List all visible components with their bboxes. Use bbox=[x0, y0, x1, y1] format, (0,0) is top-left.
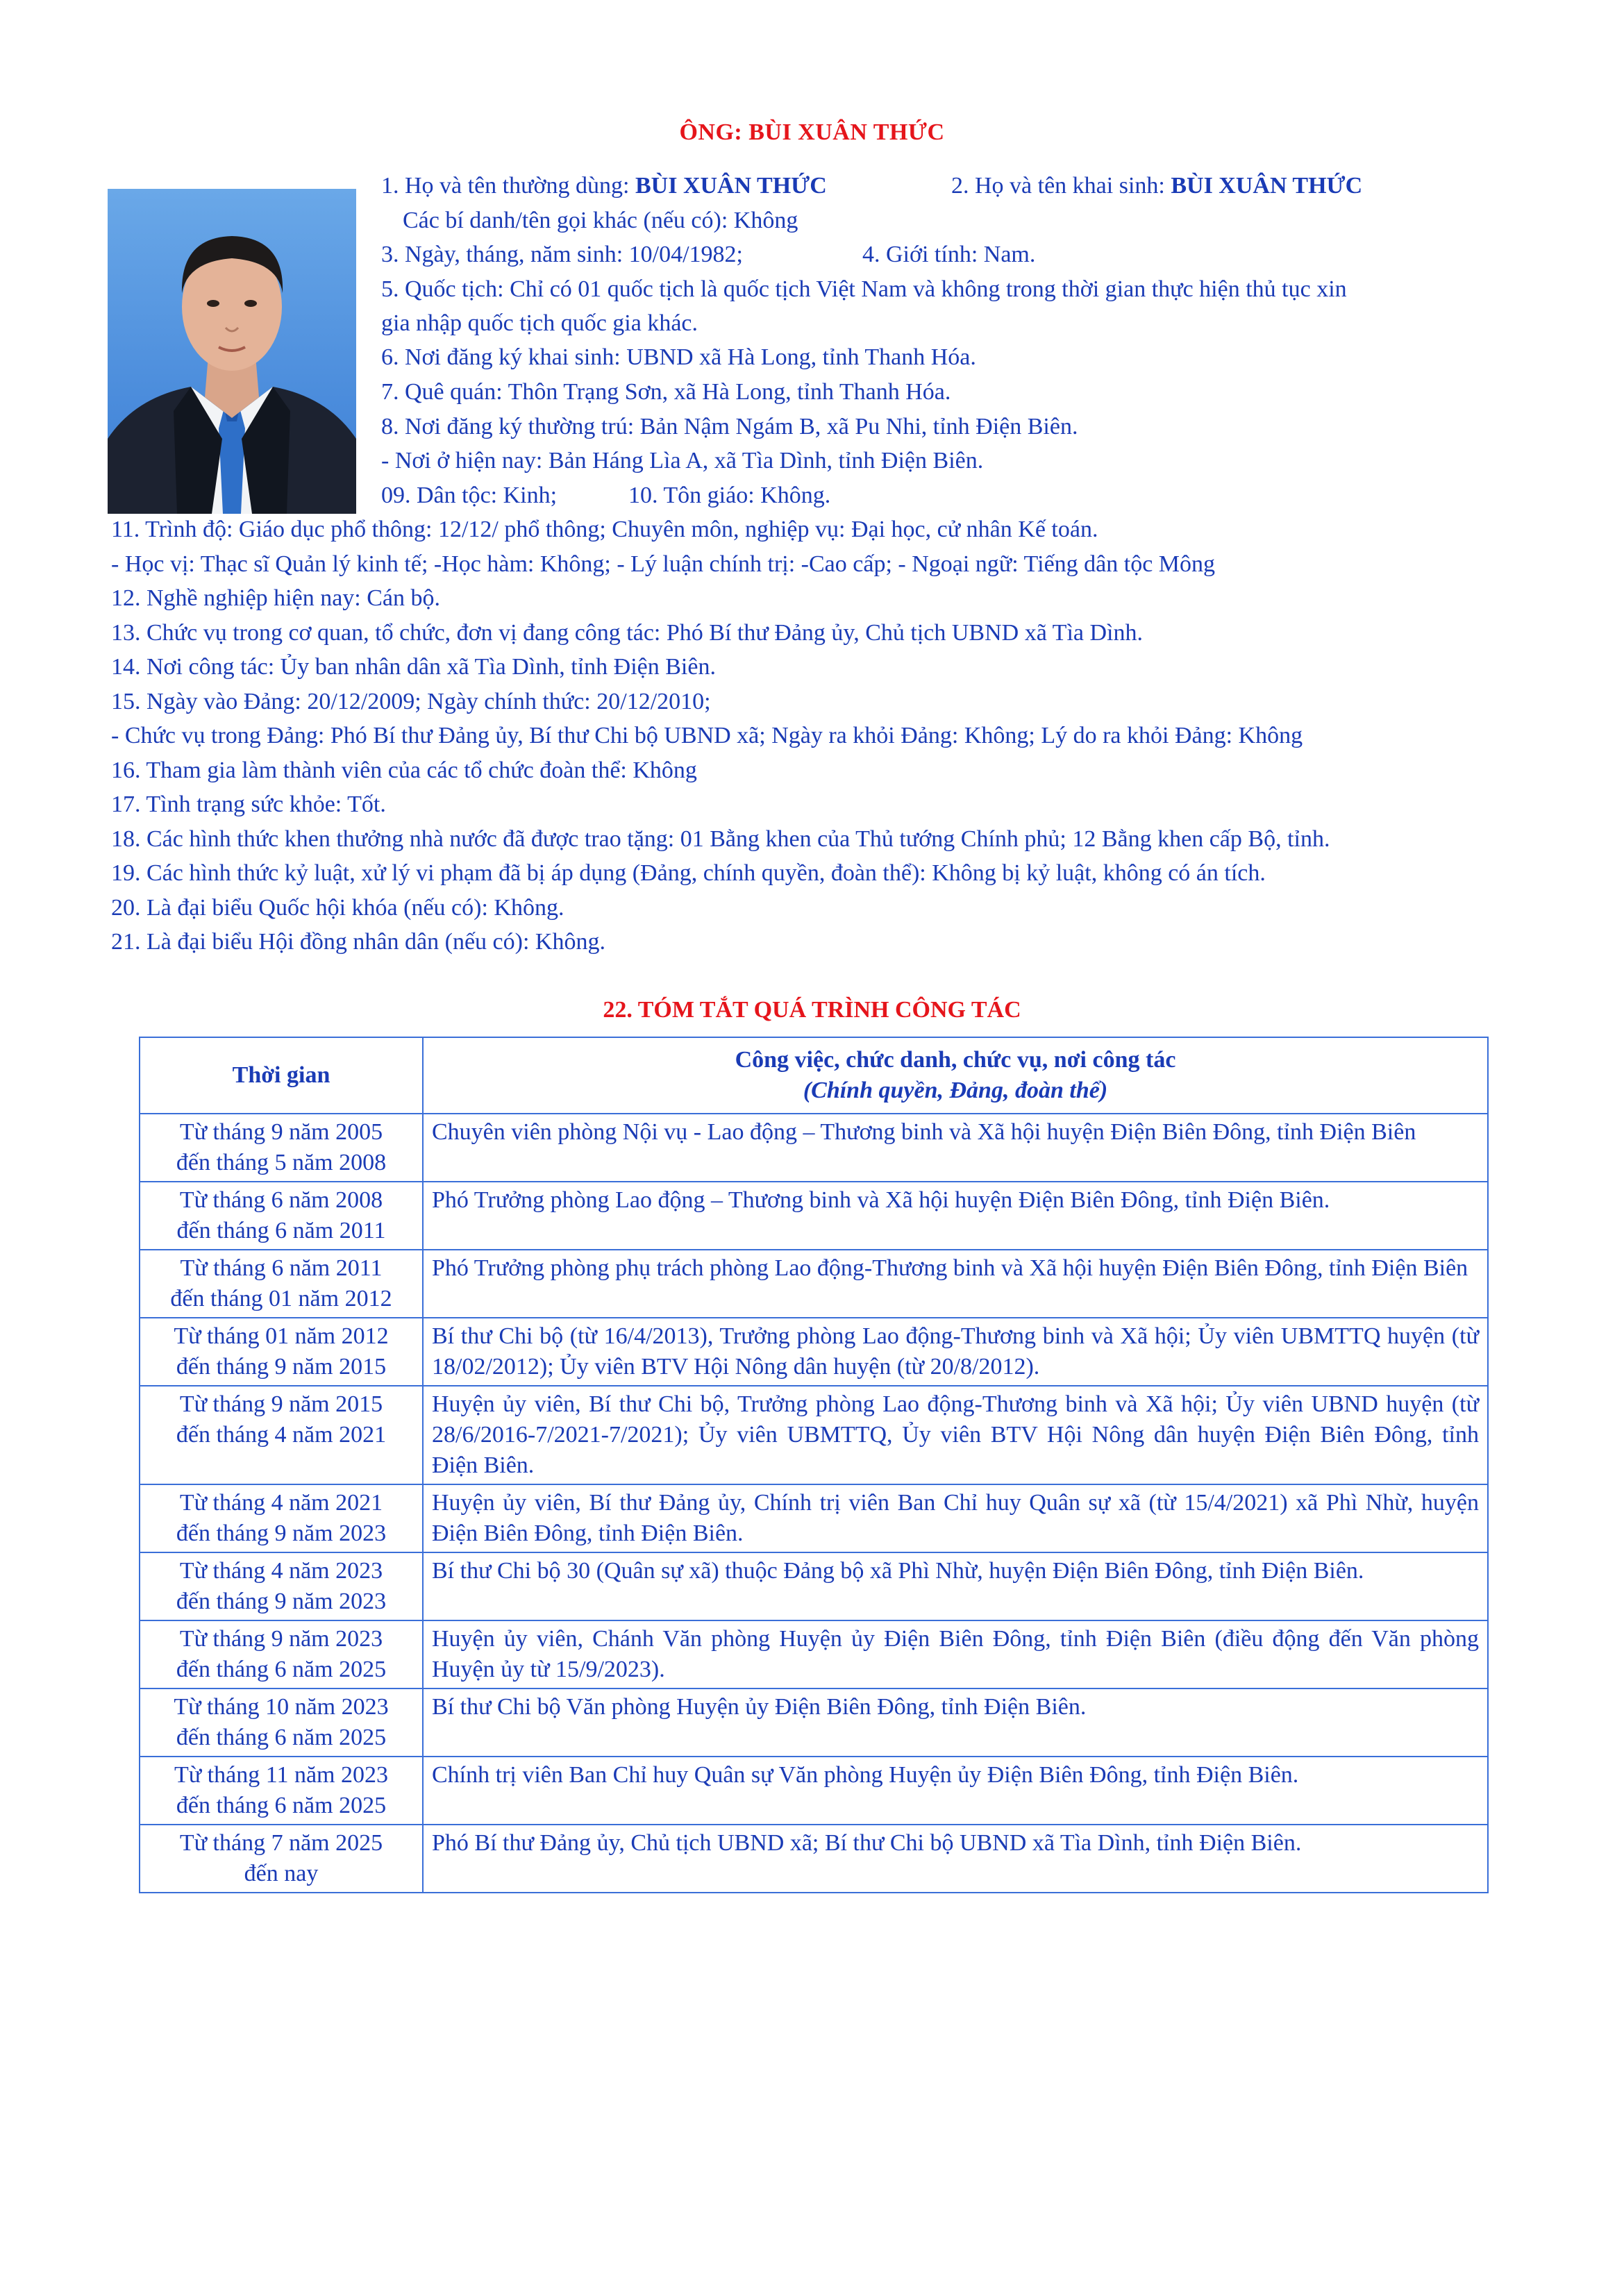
description-cell: Huyện ủy viên, Bí thư Đảng ủy, Chính trị viên Ban Chỉ huy Quân sự xã (từ 15/4/2021) xã Phì Nhừ, huyện Điện Biên Đông, tỉnh Điện Biên. bbox=[423, 1484, 1488, 1552]
info-line-2: 2. Họ và tên khai sinh: BÙI XUÂN THỨC bbox=[951, 173, 1363, 199]
info-line-1: 1. Họ và tên thường dùng: BÙI XUÂN THỨC bbox=[381, 173, 827, 199]
column-header-description-main: Công việc, chức danh, chức vụ, nơi công tác bbox=[735, 1047, 1176, 1073]
time-cell bbox=[140, 1620, 423, 1689]
info-current-address: - Nơi ở hiện nay: Bản Háng Lìa A, xã Tìa Dình, tỉnh Điện Biên. bbox=[381, 448, 984, 474]
time-to: đến tháng 5 năm 2008 bbox=[176, 1150, 387, 1175]
description-cell: Chính trị viên Ban Chỉ huy Quân sự Văn phòng Huyện ủy Điện Biên Đông, tỉnh Điện Biên. bbox=[423, 1757, 1488, 1825]
table-row bbox=[140, 1552, 1488, 1620]
time-cell bbox=[140, 1552, 423, 1620]
description-cell: Phó Trưởng phòng Lao động – Thương binh và Xã hội huyện Điện Biên Đông, tỉnh Điện Biên. bbox=[423, 1182, 1488, 1250]
table-row bbox=[140, 1318, 1488, 1386]
time-cell bbox=[140, 1689, 423, 1757]
info-hometown: 7. Quê quán: Thôn Trạng Sơn, xã Hà Long, tỉnh Thanh Hóa. bbox=[381, 379, 951, 405]
info-ethnicity: 09. Dân tộc: Kinh; bbox=[381, 483, 558, 508]
table-row bbox=[140, 1114, 1488, 1182]
birth-name: BÙI XUÂN THỨC bbox=[1171, 173, 1363, 199]
time-to: đến tháng 4 năm 2021 bbox=[176, 1422, 387, 1448]
info-birth-registration: 6. Nơi đăng ký khai sinh: UBND xã Hà Long, tỉnh Thanh Hóa. bbox=[381, 344, 976, 370]
time-cell bbox=[140, 1250, 423, 1318]
info-nationality-cont: gia nhập quốc tịch quốc gia khác. bbox=[381, 310, 698, 336]
description-cell: Phó Trưởng phòng phụ trách phòng Lao động-Thương binh và Xã hội huyện Điện Biên Đông, tỉnh Điện Biên bbox=[423, 1250, 1488, 1318]
info-national-assembly: 20. Là đại biểu Quốc hội khóa (nếu có): Không. bbox=[111, 895, 564, 921]
info-residence: 8. Nơi đăng ký thường trú: Bản Nậm Ngám B, xã Pu Nhi, tỉnh Điện Biên. bbox=[381, 414, 1078, 439]
page-title: ÔNG: BÙI XUÂN THỨC bbox=[679, 119, 945, 145]
table-header-row bbox=[140, 1037, 1488, 1114]
info-religion: 10. Tôn giáo: Không. bbox=[628, 483, 831, 508]
info-party-position: - Chức vụ trong Đảng: Phó Bí thư Đảng ủy, Bí thư Chi bộ UBND xã; Ngày ra khỏi Đảng: Không; Lý do ra khỏi Đảng: Không bbox=[111, 723, 1303, 748]
description-cell: Huyện ủy viên, Bí thư Chi bộ, Trưởng phòng Lao động-Thương binh và Xã hội; Ủy viên UBND huyện (từ 28/6/2016-7/2021-7/2021); Ủy viên UBMTTQ, Ủy viên BTV Hội Nông dân huyện Điện Biên Đông, tỉnh Điện Biên. bbox=[423, 1386, 1488, 1484]
common-name: BÙI XUÂN THỨC bbox=[635, 173, 827, 199]
description-cell: Bí thư Chi bộ (từ 16/4/2013), Trưởng phòng Lao động-Thương binh và Xã hội; Ủy viên UBMTTQ huyện (từ 18/02/2012); Ủy viên BTV Hội Nông dân huyện (từ 20/8/2012). bbox=[423, 1318, 1488, 1386]
portrait-icon bbox=[108, 189, 356, 514]
info-birthdate: 3. Ngày, tháng, năm sinh: 10/04/1982; bbox=[381, 242, 743, 267]
time-cell bbox=[140, 1318, 423, 1386]
time-from: Từ tháng 11 năm 2023 bbox=[174, 1762, 388, 1788]
info-degrees: - Học vị: Thạc sĩ Quản lý kinh tế; -Học hàm: Không; - Lý luận chính trị: -Cao cấp; - Ngoại ngữ: Tiếng dân tộc Mông bbox=[111, 551, 1216, 577]
description-cell: Bí thư Chi bộ Văn phòng Huyện ủy Điện Biên Đông, tỉnh Điện Biên. bbox=[423, 1689, 1488, 1757]
description-cell: Bí thư Chi bộ 30 (Quân sự xã) thuộc Đảng bộ xã Phì Nhừ, huyện Điện Biên Đông, tỉnh Điện Biên. bbox=[423, 1552, 1488, 1620]
table-row bbox=[140, 1620, 1488, 1689]
info-nationality: 5. Quốc tịch: Chỉ có 01 quốc tịch là quốc tịch Việt Nam và không trong thời gian thực hiện thủ tục xin bbox=[381, 276, 1347, 302]
table-row bbox=[140, 1757, 1488, 1825]
info-awards: 18. Các hình thức khen thưởng nhà nước đã được trao tặng: 01 Bằng khen của Thủ tướng Chính phủ; 12 Bằng khen cấp Bộ, tỉnh. bbox=[111, 826, 1330, 852]
table-row bbox=[140, 1182, 1488, 1250]
column-header-description-sub: (Chính quyền, Đảng, đoàn thể) bbox=[803, 1078, 1108, 1103]
work-history-table bbox=[139, 1037, 1489, 1893]
time-to: đến tháng 6 năm 2025 bbox=[176, 1725, 387, 1750]
time-from: Từ tháng 4 năm 2021 bbox=[179, 1490, 383, 1516]
info-position: 13. Chức vụ trong cơ quan, tổ chức, đơn vị đang công tác: Phó Bí thư Đảng ủy, Chủ tịch UBND xã Tìa Dình. bbox=[111, 620, 1143, 646]
time-cell bbox=[140, 1484, 423, 1552]
time-from: Từ tháng 01 năm 2012 bbox=[174, 1323, 389, 1349]
table-row bbox=[140, 1386, 1488, 1484]
table-row bbox=[140, 1250, 1488, 1318]
time-from: Từ tháng 4 năm 2023 bbox=[179, 1558, 383, 1584]
info-gender: 4. Giới tính: Nam. bbox=[862, 242, 1036, 267]
info-occupation: 12. Nghề nghiệp hiện nay: Cán bộ. bbox=[111, 585, 441, 611]
info-discipline: 19. Các hình thức kỷ luật, xử lý vi phạm đã bị áp dụng (Đảng, chính quyền, đoàn thể): Không bị kỷ luật, không có án tích. bbox=[111, 860, 1266, 886]
time-to: đến tháng 9 năm 2023 bbox=[176, 1589, 387, 1614]
time-from: Từ tháng 10 năm 2023 bbox=[174, 1694, 389, 1720]
time-to: đến tháng 01 năm 2012 bbox=[170, 1286, 392, 1312]
time-from: Từ tháng 7 năm 2025 bbox=[179, 1830, 383, 1856]
time-to: đến tháng 9 năm 2015 bbox=[176, 1354, 387, 1380]
time-to: đến tháng 6 năm 2025 bbox=[176, 1657, 387, 1682]
table-row bbox=[140, 1484, 1488, 1552]
time-cell bbox=[140, 1114, 423, 1182]
column-header-description bbox=[423, 1037, 1488, 1114]
info-party-join: 15. Ngày vào Đảng: 20/12/2009; Ngày chính thức: 20/12/2010; bbox=[111, 689, 711, 714]
description-cell: Huyện ủy viên, Chánh Văn phòng Huyện ủy Điện Biên Đông, tỉnh Điện Biên (điều động đến Văn phòng Huyện ủy từ 15/9/2023). bbox=[423, 1620, 1488, 1689]
time-from: Từ tháng 6 năm 2008 bbox=[179, 1187, 383, 1213]
time-to: đến tháng 6 năm 2025 bbox=[176, 1793, 387, 1818]
info-health: 17. Tình trạng sức khỏe: Tốt. bbox=[111, 791, 386, 817]
info-aliases: Các bí danh/tên gọi khác (nếu có): Không bbox=[403, 208, 798, 233]
description-cell: Phó Bí thư Đảng ủy, Chủ tịch UBND xã; Bí thư Chi bộ UBND xã Tìa Dình, tỉnh Điện Biên. bbox=[423, 1825, 1488, 1893]
work-history-title: 22. TÓM TẮT QUÁ TRÌNH CÔNG TÁC bbox=[603, 997, 1021, 1023]
time-from: Từ tháng 9 năm 2015 bbox=[179, 1391, 383, 1417]
time-from: Từ tháng 6 năm 2011 bbox=[180, 1255, 383, 1281]
table-row bbox=[140, 1825, 1488, 1893]
time-from: Từ tháng 9 năm 2023 bbox=[179, 1626, 383, 1652]
info-workplace: 14. Nơi công tác: Ủy ban nhân dân xã Tìa Dình, tỉnh Điện Biên. bbox=[111, 654, 716, 680]
time-cell bbox=[140, 1825, 423, 1893]
time-cell bbox=[140, 1386, 423, 1484]
column-header-time: Thời gian bbox=[140, 1037, 423, 1114]
time-from: Từ tháng 9 năm 2005 bbox=[179, 1119, 383, 1145]
table-row bbox=[140, 1689, 1488, 1757]
time-to: đến tháng 6 năm 2011 bbox=[176, 1218, 386, 1243]
info-education: 11. Trình độ: Giáo dục phổ thông: 12/12/ phổ thông; Chuyên môn, nghiệp vụ: Đại học, cử nhân Kế toán. bbox=[111, 517, 1098, 542]
time-cell bbox=[140, 1182, 423, 1250]
time-cell bbox=[140, 1757, 423, 1825]
description-cell: Chuyên viên phòng Nội vụ - Lao động – Thương binh và Xã hội huyện Điện Biên Đông, tỉnh Điện Biên bbox=[423, 1114, 1488, 1182]
portrait-photo bbox=[108, 189, 356, 514]
time-to: đến tháng 9 năm 2023 bbox=[176, 1520, 387, 1546]
info-peoples-council: 21. Là đại biểu Hội đồng nhân dân (nếu có): Không. bbox=[111, 929, 605, 955]
info-organizations: 16. Tham gia làm thành viên của các tổ chức đoàn thể: Không bbox=[111, 757, 697, 783]
time-to: đến nay bbox=[244, 1861, 319, 1886]
